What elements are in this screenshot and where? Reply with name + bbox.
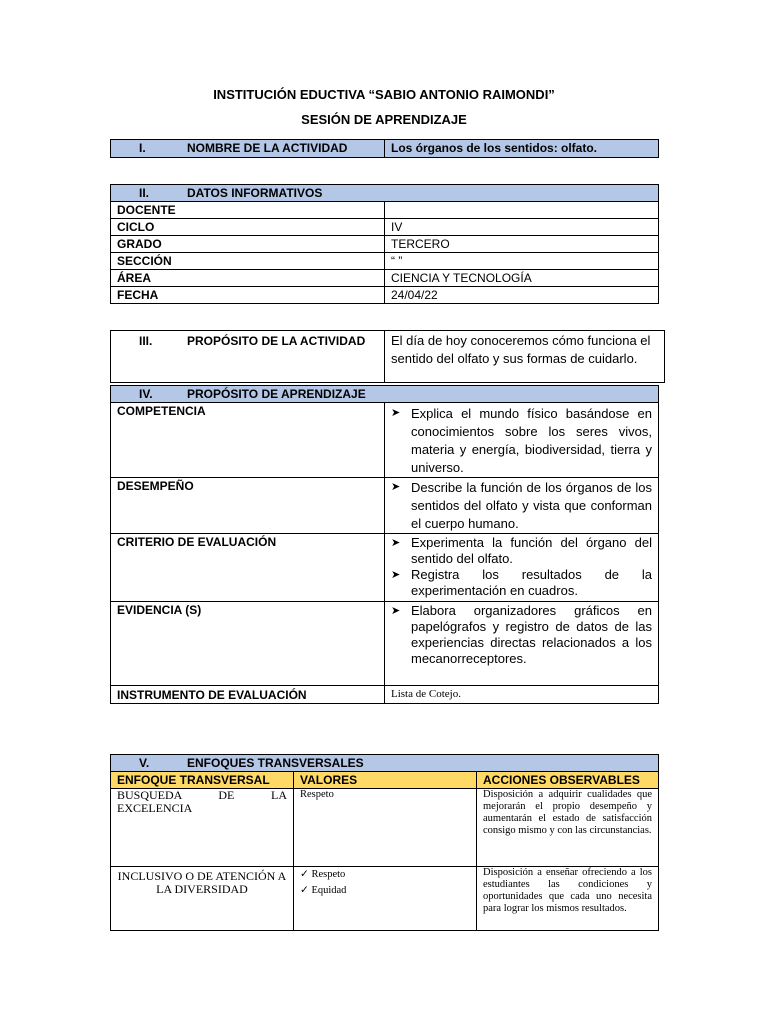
grado-label: GRADO: [111, 236, 385, 253]
arrow-bullet-icon: ➤: [391, 481, 401, 493]
col-enfoque-header: ENFOQUE TRANSVERSAL: [111, 772, 294, 789]
criterio-text-1: Experimenta la función del órgano del sentido del olfato.: [411, 535, 653, 566]
ciclo-value: IV: [385, 219, 659, 236]
accion-inclusivo: Disposición a enseñar ofreciendo a los estudiantes las condiciones y oportunidades que cada uno necesita para lograr los mismos resultados.: [477, 867, 659, 931]
seccion-label: SECCIÓN: [111, 253, 385, 270]
enfoque-excelencia: BUSQUEDA DE LA EXCELENCIA: [111, 789, 294, 867]
valores-inclusivo: [294, 867, 477, 931]
section-number: III.: [139, 334, 153, 348]
accion-excelencia: Disposición a adquirir cualidades que mejorarán el propio desempeño y aumentarán el estado de satisfacción consigo mismo y con las circunstancias.: [477, 789, 659, 867]
competencia-cell: [385, 403, 659, 478]
section-label: PROPÓSITO DE APRENDIZAJE: [187, 387, 366, 401]
criterio-label: CRITERIO DE EVALUACIÓN: [111, 534, 385, 602]
section-number: V.: [139, 756, 150, 770]
section-5-header: [111, 755, 659, 772]
check-icon: ✓: [300, 885, 309, 896]
section-2-header: [111, 185, 659, 202]
ciclo-label: CICLO: [111, 219, 385, 236]
instrumento-value: Lista de Cotejo.: [385, 686, 659, 704]
fecha-label: FECHA: [111, 287, 385, 304]
area-value: CIENCIA Y TECNOLOGÍA: [385, 270, 659, 287]
docente-label: DOCENTE: [111, 202, 385, 219]
valor-respeto: Respeto: [294, 789, 477, 867]
valor-equidad: Equidad: [311, 885, 347, 896]
section-label: DATOS INFORMATIVOS: [187, 186, 323, 200]
fecha-value: 24/04/22: [385, 287, 659, 304]
grado-value: TERCERO: [385, 236, 659, 253]
arrow-bullet-icon: ➤: [391, 605, 401, 617]
section-3-table: [110, 330, 665, 383]
session-title: SESIÓN DE APRENDIZAJE: [301, 112, 467, 127]
section-label: ENFOQUES TRANSVERSALES: [187, 756, 364, 770]
activity-name: Los órganos de los sentidos: olfato.: [385, 140, 659, 158]
seccion-value: “ ”: [385, 253, 659, 270]
institution-title: INSTITUCIÓN EDUCTIVA “SABIO ANTONIO RAIMONDI”: [213, 87, 555, 102]
section-number: I.: [139, 141, 146, 155]
col-valores-header: VALORES: [294, 772, 477, 789]
section-label: NOMBRE DE LA ACTIVIDAD: [187, 141, 348, 155]
section-4-table: [110, 385, 659, 704]
area-label: ÁREA: [111, 270, 385, 287]
section-number: II.: [139, 186, 150, 200]
section-2-table: [110, 184, 659, 304]
section-4-header: [111, 386, 659, 403]
desempeno-cell: [385, 478, 659, 534]
section-5-table: [110, 754, 659, 931]
competencia-text: Explica el mundo físico basándose en conocimientos sobre los seres vivos, materia y energía, biodiversidad, tierra y universo.: [411, 406, 653, 475]
section-label: PROPÓSITO DE LA ACTIVIDAD: [187, 334, 366, 348]
criterio-text-2: Registra los resultados de la experimentación en cuadros.: [411, 567, 653, 598]
arrow-bullet-icon: ➤: [391, 569, 401, 581]
desempeno-text: Describe la función de los órganos de los sentidos del olfato y vista que conforman el cuerpo humano.: [411, 480, 653, 531]
valor-respeto-2: Respeto: [311, 869, 346, 880]
arrow-bullet-icon: ➤: [391, 407, 401, 419]
arrow-bullet-icon: ➤: [391, 537, 401, 549]
competencia-label: COMPETENCIA: [111, 403, 385, 478]
instrumento-label: INSTRUMENTO DE EVALUACIÓN: [111, 686, 385, 704]
section-3-header: [111, 331, 385, 383]
section-1-table: [110, 139, 659, 158]
desempeno-label: DESEMPEÑO: [111, 478, 385, 534]
section-number: IV.: [139, 387, 153, 401]
enfoque-inclusivo: INCLUSIVO O DE ATENCIÓN A LA DIVERSIDAD: [111, 867, 294, 931]
col-acciones-header: ACCIONES OBSERVABLES: [477, 772, 659, 789]
check-icon: ✓: [300, 869, 309, 880]
criterio-cell: [385, 534, 659, 602]
evidencia-text: Elabora organizadores gráficos en papelógrafos y registro de datos de las experiencias directas relacionados a los mecanorreceptores.: [411, 603, 653, 666]
section-1-header: [111, 140, 385, 158]
activity-purpose: El día de hoy conoceremos cómo funciona el sentido del olfato y sus formas de cuidarlo.: [385, 331, 665, 383]
evidencia-label: EVIDENCIA (S): [111, 602, 385, 686]
evidencia-cell: [385, 602, 659, 686]
docente-value: [385, 202, 659, 219]
